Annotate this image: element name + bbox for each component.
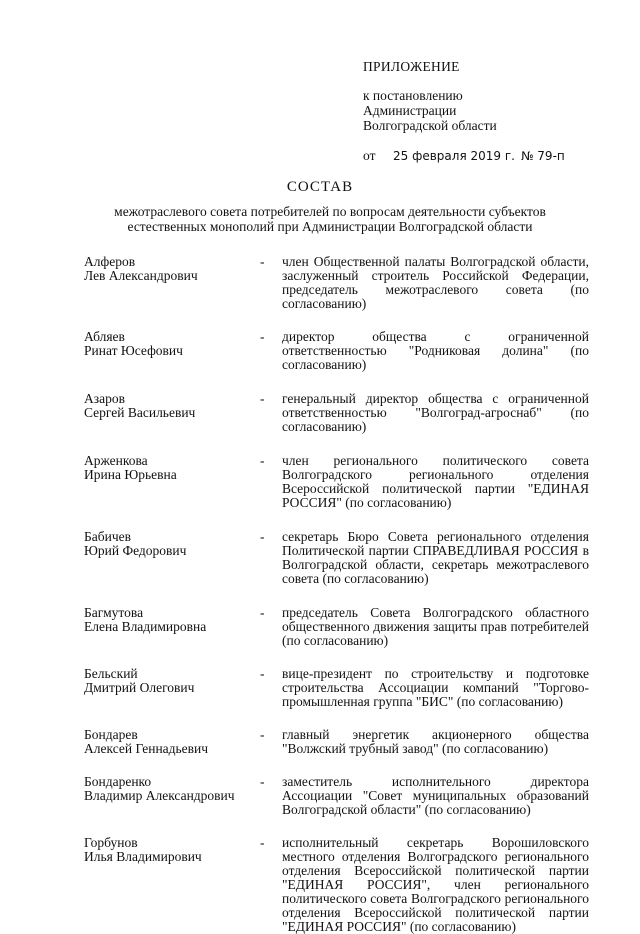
member-role: директор общества с ограниченной ответственностью "Родниковая долина" (по согласованию): [282, 329, 589, 372]
member-dash: -: [260, 835, 265, 850]
member-dash: -: [260, 727, 265, 742]
member-given-name: Ирина Юрьевна: [84, 467, 177, 482]
member-surname: Абляев: [84, 329, 125, 344]
appendix-title: ПРИЛОЖЕНИЕ: [363, 59, 460, 74]
member-name: [84, 454, 260, 510]
member-dash: -: [260, 391, 265, 406]
member-given-name: Лев Александрович: [84, 268, 198, 283]
member-entry: [84, 775, 589, 817]
member-entry: [84, 836, 589, 934]
subtitle-line-1: межотраслевого совета потребителей по вопросам деятельности субъектов: [114, 204, 546, 219]
member-dash: -: [260, 774, 265, 789]
member-entry: [84, 667, 589, 709]
member-dash: -: [260, 453, 265, 468]
member-given-name: Елена Владимировна: [84, 619, 207, 634]
member-surname: Горбунов: [84, 835, 138, 850]
member-given-name: Илья Владимирович: [84, 849, 202, 864]
appendix-line-3: Волгоградской области: [363, 118, 497, 133]
member-dash: -: [260, 329, 265, 344]
member-surname: Арженкова: [84, 453, 148, 468]
subtitle-line-2: естественных монополий при Администрации Волгоградской области: [127, 219, 533, 234]
member-name: [84, 728, 260, 756]
member-given-name: Сергей Васильевич: [84, 405, 196, 420]
member-given-name: Алексей Геннадьевич: [84, 741, 209, 756]
member-dash: -: [260, 254, 265, 269]
member-given-name: Ринат Юсефович: [84, 343, 183, 358]
member-name: [84, 836, 260, 934]
member-entry: [84, 330, 589, 372]
member-name: [84, 255, 260, 311]
member-surname: Бабичев: [84, 529, 131, 544]
member-role: член Общественной палаты Волгоградской области, заслуженный строитель Российской Федерации, председатель межотраслевого совета (по согласованию): [282, 254, 589, 311]
member-name: [84, 775, 260, 817]
member-role: исполнительный секретарь Ворошиловского местного отделения Волгоградского регионального отделения Всероссийской политической партии "ЕДИНАЯ РОССИЯ", член регионального политического совета Волгоградского регионального отделения Всероссийской политической партии "ЕДИНАЯ РОССИЯ" (по согласованию): [282, 835, 589, 934]
member-given-name: Дмитрий Олегович: [84, 680, 195, 695]
member-name: [84, 330, 260, 372]
member-dash: -: [260, 666, 265, 681]
member-name: [84, 392, 260, 434]
member-surname: Бондарев: [84, 727, 138, 742]
member-role: секретарь Бюро Совета регионального отделения Политической партии СПРАВЕДЛИВАЯ РОССИЯ в Волгоградской области, секретарь межотраслевого совета (по согласованию): [282, 529, 589, 586]
member-entry: [84, 606, 589, 648]
member-surname: Азаров: [84, 391, 125, 406]
members-list: [84, 255, 589, 934]
member-entry: [84, 255, 589, 311]
member-dash: -: [260, 529, 265, 544]
member-surname: Багмутова: [84, 605, 144, 620]
member-surname: Алферов: [84, 254, 136, 269]
appendix-line-1: к постановлению: [363, 88, 463, 103]
document-subtitle: [60, 204, 600, 234]
member-role: заместитель исполнительного директора Ассоциации "Совет муниципальных образований Волгоградской области" (по согласованию): [282, 774, 589, 817]
member-role: вице-президент по строительству и подготовке строительства Ассоциации компаний "Торгово-промышленная группа "БИС" (по согласованию): [282, 666, 589, 709]
member-entry: [84, 728, 589, 756]
member-role: член регионального политического совета Волгоградского регионального отделения Всероссийской политической партии "ЕДИНАЯ РОССИЯ" (по согласованию): [282, 453, 589, 510]
member-surname: Бельский: [84, 666, 138, 681]
resolution-date-line: [363, 148, 565, 164]
member-name: [84, 667, 260, 709]
member-role: председатель Совета Волгоградского областного общественного движения защиты прав потребителей (по согласованию): [282, 605, 589, 648]
member-entry: [84, 392, 589, 434]
member-given-name: Юрий Федорович: [84, 543, 187, 558]
resolution-number: № 79-п: [521, 149, 565, 163]
member-given-name: Владимир Александрович: [84, 788, 235, 803]
appendix-header: [363, 59, 565, 164]
member-role: генеральный директор общества с ограниченной ответственностью "Волгоград-агроснаб" (по согласованию): [282, 391, 589, 434]
member-name: [84, 530, 260, 586]
appendix-line-2: Администрации: [363, 103, 457, 118]
date-prefix: от: [363, 148, 376, 163]
member-name: [84, 606, 260, 648]
member-dash: -: [260, 605, 265, 620]
resolution-date: 25 февраля 2019 г.: [393, 149, 515, 163]
member-entry: [84, 530, 589, 586]
document-title: СОСТАВ: [286, 179, 354, 195]
member-surname: Бондаренко: [84, 774, 152, 789]
member-role: главный энергетик акционерного общества "Волжский трубный завод" (по согласованию): [282, 727, 589, 756]
member-entry: [84, 454, 589, 510]
